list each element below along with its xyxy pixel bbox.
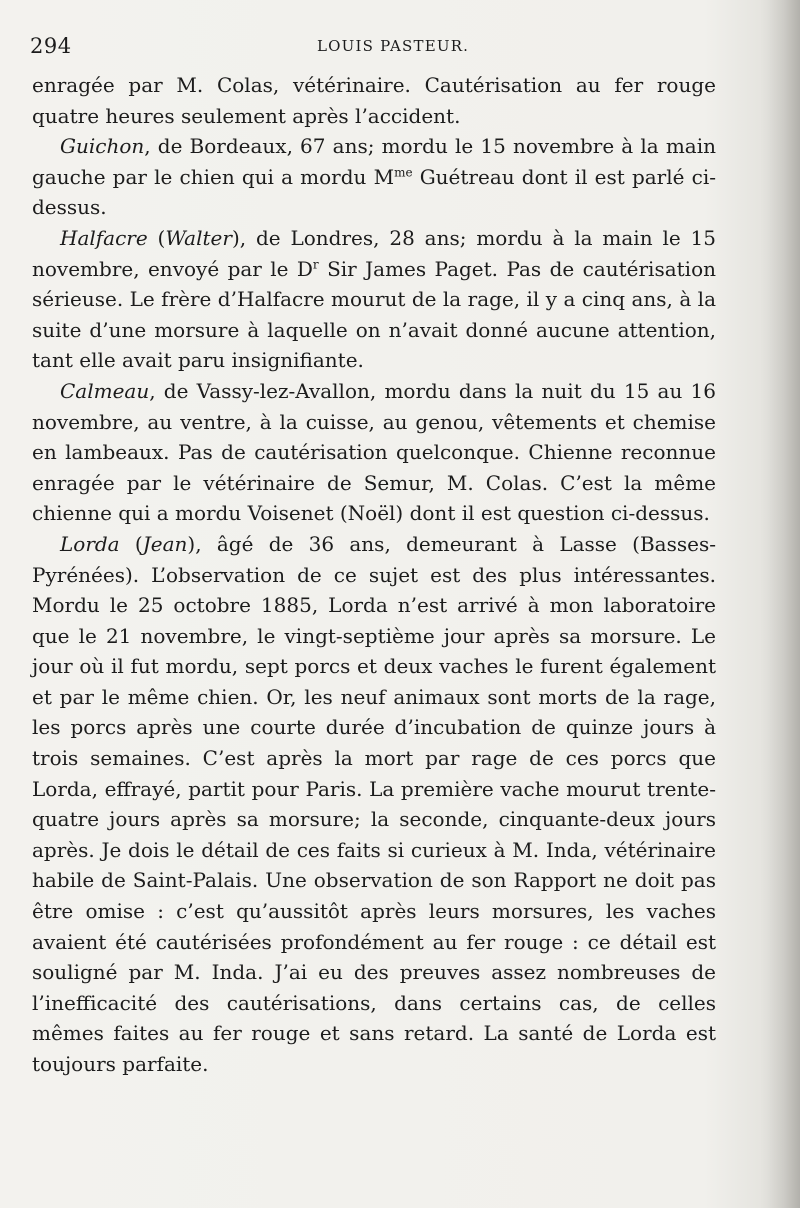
- paren-open: (: [147, 225, 166, 250]
- patient-name: Guichon: [60, 134, 145, 159]
- body-text: [32, 70, 716, 1080]
- paragraph-guichon: [32, 131, 716, 223]
- page-header: [30, 34, 720, 60]
- superscript: me: [394, 165, 413, 180]
- running-head: LOUIS PASTEUR.: [317, 37, 470, 55]
- paragraph-text: enragée par M. Colas, vétérinaire. Cautérisation au fer rouge quatre heures seulement après l’accident.: [32, 73, 716, 128]
- patient-name: Lorda: [60, 531, 120, 556]
- paragraph-text: , de Bordeaux, 67 ans; mordu le 15 novembre à la main gauche par le chien qui a mordu M: [32, 134, 716, 189]
- superscript: r: [312, 256, 319, 271]
- paragraph-continuation: [32, 70, 716, 131]
- paragraph-text: , âgé de 36 ans, demeurant à Lasse (Basses-Pyrénées). L’observation de ce sujet est des plus intéressantes. Mordu le 25 octobre 1885, Lorda n’est arrivé à mon laboratoire que le 21 novembre, le vingt-septième jour après sa morsure. Le jour où il fut mordu, sept porcs et deux vaches le furent également et par le même chien. Or, les neuf animaux sont morts de la rage, les porcs après une courte durée d’incubation de quinze jours à trois semaines. C’est après la mort par rage de ces porcs que Lorda, effrayé, partit pour Paris. La première vache mourut trente-quatre jours après sa morsure; la seconde, cinquante-deux jours après. Je dois le détail de ces faits si curieux à M. Inda, vétérinaire habile de Saint-Palais. Une observation de son Rapport ne doit pas être omise : c’est qu’aussitôt après leurs morsures, les vaches avaient été cautérisées profondément au fer rouge : ce détail est souligné par M. Inda. J’ai eu des preuves assez nombreuses de l’inefficacité des cautérisations, dans certains cas, de celles mêmes faites au fer rouge et sans retard. La santé de Lorda est toujours parfaite.: [32, 531, 716, 1076]
- paragraph-lorda: [32, 529, 716, 1080]
- paren-open: (: [119, 531, 143, 556]
- paren-close: ): [231, 225, 240, 250]
- patient-first-name: Walter: [165, 225, 232, 250]
- paragraph-text: Sir James Paget. Pas de cautérisation sérieuse. Le frère d’Halfacre mourut de la rage, il y a cinq ans, à la suite d’une morsure à laquelle on n’avait donné aucune attention, tant elle avait paru insignifiante.: [32, 256, 716, 373]
- paragraph-text: , de Vassy-lez-Avallon, mordu dans la nuit du 15 au 16 novembre, au ventre, à la cuisse, au genou, vêtements et chemise en lambeaux. Pas de cautérisation quelconque. Chienne reconnue enragée par le vétérinaire de Semur, M. Colas. C’est la même chienne qui a mordu Voisenet (Noël) dont il est question ci-dessus.: [32, 378, 716, 526]
- paren-close: ): [187, 531, 196, 556]
- patient-name: Halfacre: [60, 225, 148, 250]
- paragraph-text: , de Londres, 28 ans; mordu à la main le 15 novembre, envoyé par le D: [32, 225, 716, 281]
- paragraph-halfacre: [32, 223, 716, 376]
- page-number: 294: [30, 34, 72, 58]
- spine-shadow: [760, 0, 800, 1208]
- patient-name: Calmeau: [60, 378, 150, 403]
- paragraph-calmeau: [32, 376, 716, 529]
- paragraph-text: Guétreau dont il est parlé ci-dessus.: [32, 164, 716, 220]
- patient-first-name: Jean: [142, 531, 188, 556]
